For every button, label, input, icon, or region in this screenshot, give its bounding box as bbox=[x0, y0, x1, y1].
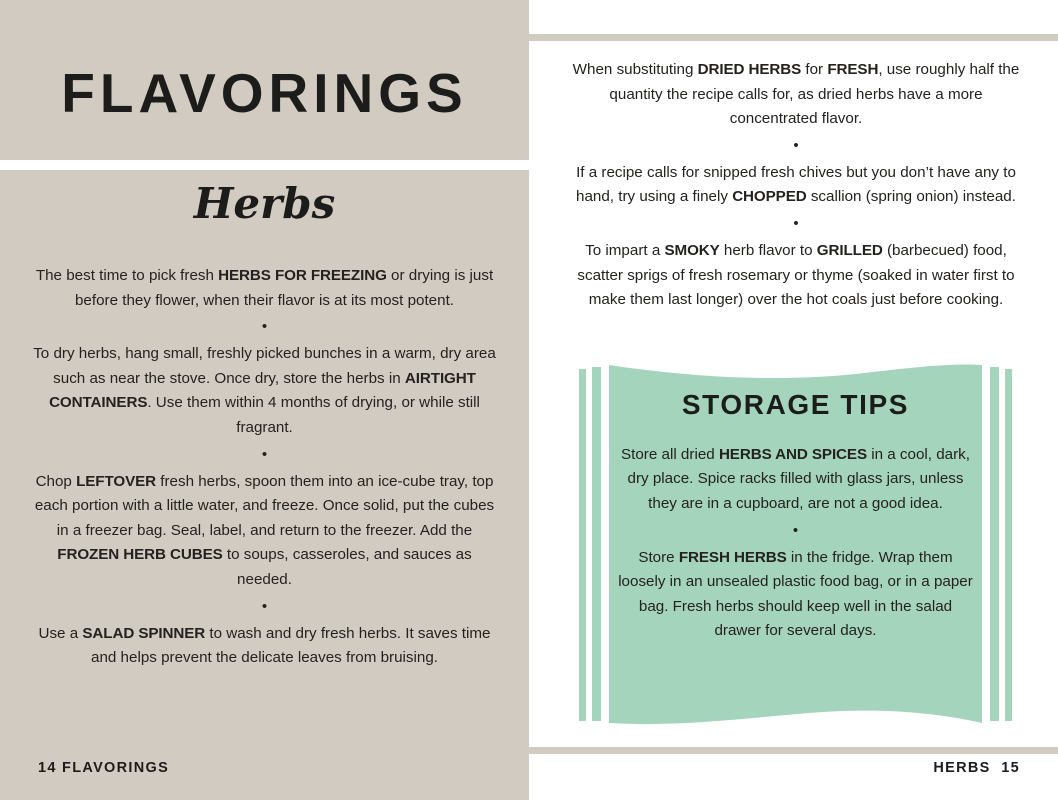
tip-emphasis: HERBS AND SPICES bbox=[718, 445, 867, 463]
bullet-separator bbox=[572, 139, 1020, 153]
storage-tips-box bbox=[579, 361, 1012, 730]
tip-paragraph bbox=[572, 161, 1020, 210]
tip-text: for bbox=[801, 61, 828, 78]
tip-text: fresh herbs, spoon them into an ice-cube tray, top each portion with a little water, and freeze. Once solid, put the cubes in a freezer bag. Seal, label, and return to the freezer. Add the bbox=[34, 472, 495, 539]
tip-paragraph bbox=[28, 622, 501, 671]
tip-emphasis: FROZEN HERB CUBES bbox=[57, 546, 223, 564]
tip-paragraph bbox=[614, 546, 977, 644]
tip-paragraph bbox=[572, 58, 1020, 132]
tip-paragraph bbox=[28, 342, 501, 440]
tip-paragraph bbox=[28, 264, 501, 313]
tip-emphasis: FRESH bbox=[827, 61, 879, 78]
tip-emphasis: GRILLED bbox=[816, 241, 883, 259]
bullet-separator bbox=[28, 320, 501, 334]
tip-text: to soups, casseroles, and sauces as needed. bbox=[222, 546, 472, 588]
tip-paragraph bbox=[28, 470, 501, 593]
tip-emphasis: CHOPPED bbox=[732, 188, 807, 206]
tip-text: To impart a bbox=[585, 241, 665, 259]
footer-left: 14 FLAVORINGS bbox=[38, 760, 170, 776]
storage-tips-list bbox=[614, 443, 977, 644]
bullet-separator bbox=[28, 448, 501, 462]
top-rule bbox=[529, 34, 1058, 41]
tip-text: in a cool, dark, dry place. Spice racks filled with glass jars, unless they are in a cupboard, are not a good idea. bbox=[627, 445, 970, 512]
tip-text: to wash and dry fresh herbs. It saves time and helps prevent the delicate leaves from bruising. bbox=[91, 624, 491, 667]
tip-text: Store all dried bbox=[621, 445, 719, 463]
tip-text: To dry herbs, hang small, freshly picked bunches in a warm, dry area such as near the stove. Once dry, store the herbs in bbox=[33, 345, 496, 387]
storage-tips-heading: STORAGE TIPS bbox=[681, 389, 910, 420]
footer-right: HERBS 15 bbox=[933, 760, 1020, 776]
tip-emphasis: SMOKY bbox=[664, 241, 720, 259]
tip-text: Store bbox=[638, 548, 679, 566]
tip-text: (barbecued) food, scatter sprigs of fresh rosemary or thyme (soaked in water first to make them last longer) over the hot coals just before cooking. bbox=[577, 241, 1015, 309]
tip-text: When substituting bbox=[572, 61, 698, 78]
bullet-separator bbox=[614, 524, 977, 538]
tip-text: If a recipe calls for snipped fresh chives but you don’t have any to hand, try using a finely bbox=[576, 163, 1016, 206]
tip-paragraph bbox=[614, 443, 977, 517]
tip-emphasis: LEFTOVER bbox=[76, 472, 157, 490]
right-tips-list bbox=[572, 58, 1020, 313]
tip-text: Chop bbox=[35, 472, 77, 490]
tip-text: , use roughly half the quantity the recipe calls for, as dried herbs have a more concentrated flavor. bbox=[609, 61, 1020, 128]
tip-text: herb flavor to bbox=[719, 241, 817, 259]
tip-emphasis: AIRTIGHT CONTAINERS bbox=[49, 369, 476, 412]
tip-text: or drying is just before they flower, when their flavor is at its most potent. bbox=[74, 267, 494, 309]
tip-emphasis: DRIED HERBS bbox=[697, 61, 802, 78]
tip-emphasis: HERBS FOR FREEZING bbox=[218, 267, 387, 284]
tip-emphasis: FRESH HERBS bbox=[678, 548, 787, 566]
tip-text: The best time to pick fresh bbox=[35, 267, 219, 284]
bullet-separator bbox=[28, 600, 501, 614]
tip-text: . Use them within 4 months of drying, or while still fragrant. bbox=[147, 394, 480, 436]
bullet-separator bbox=[572, 217, 1020, 231]
bottom-rule bbox=[529, 747, 1058, 754]
tip-text: in the fridge. Wrap them loosely in an unsealed plastic food bag, or in a paper bag. Fresh herbs should keep well in the salad drawer for several days. bbox=[618, 548, 973, 640]
tip-text: Use a bbox=[38, 624, 83, 642]
section-title-herbs: Herbs bbox=[193, 179, 336, 228]
chapter-title: FLAVORINGS bbox=[61, 62, 468, 124]
right-page bbox=[529, 0, 1058, 800]
tip-paragraph bbox=[572, 239, 1020, 313]
tip-emphasis: SALAD SPINNER bbox=[82, 624, 206, 642]
left-tips-list bbox=[28, 264, 501, 671]
tip-text: scallion (spring onion) instead. bbox=[806, 188, 1016, 206]
storage-tips-content bbox=[614, 390, 977, 644]
